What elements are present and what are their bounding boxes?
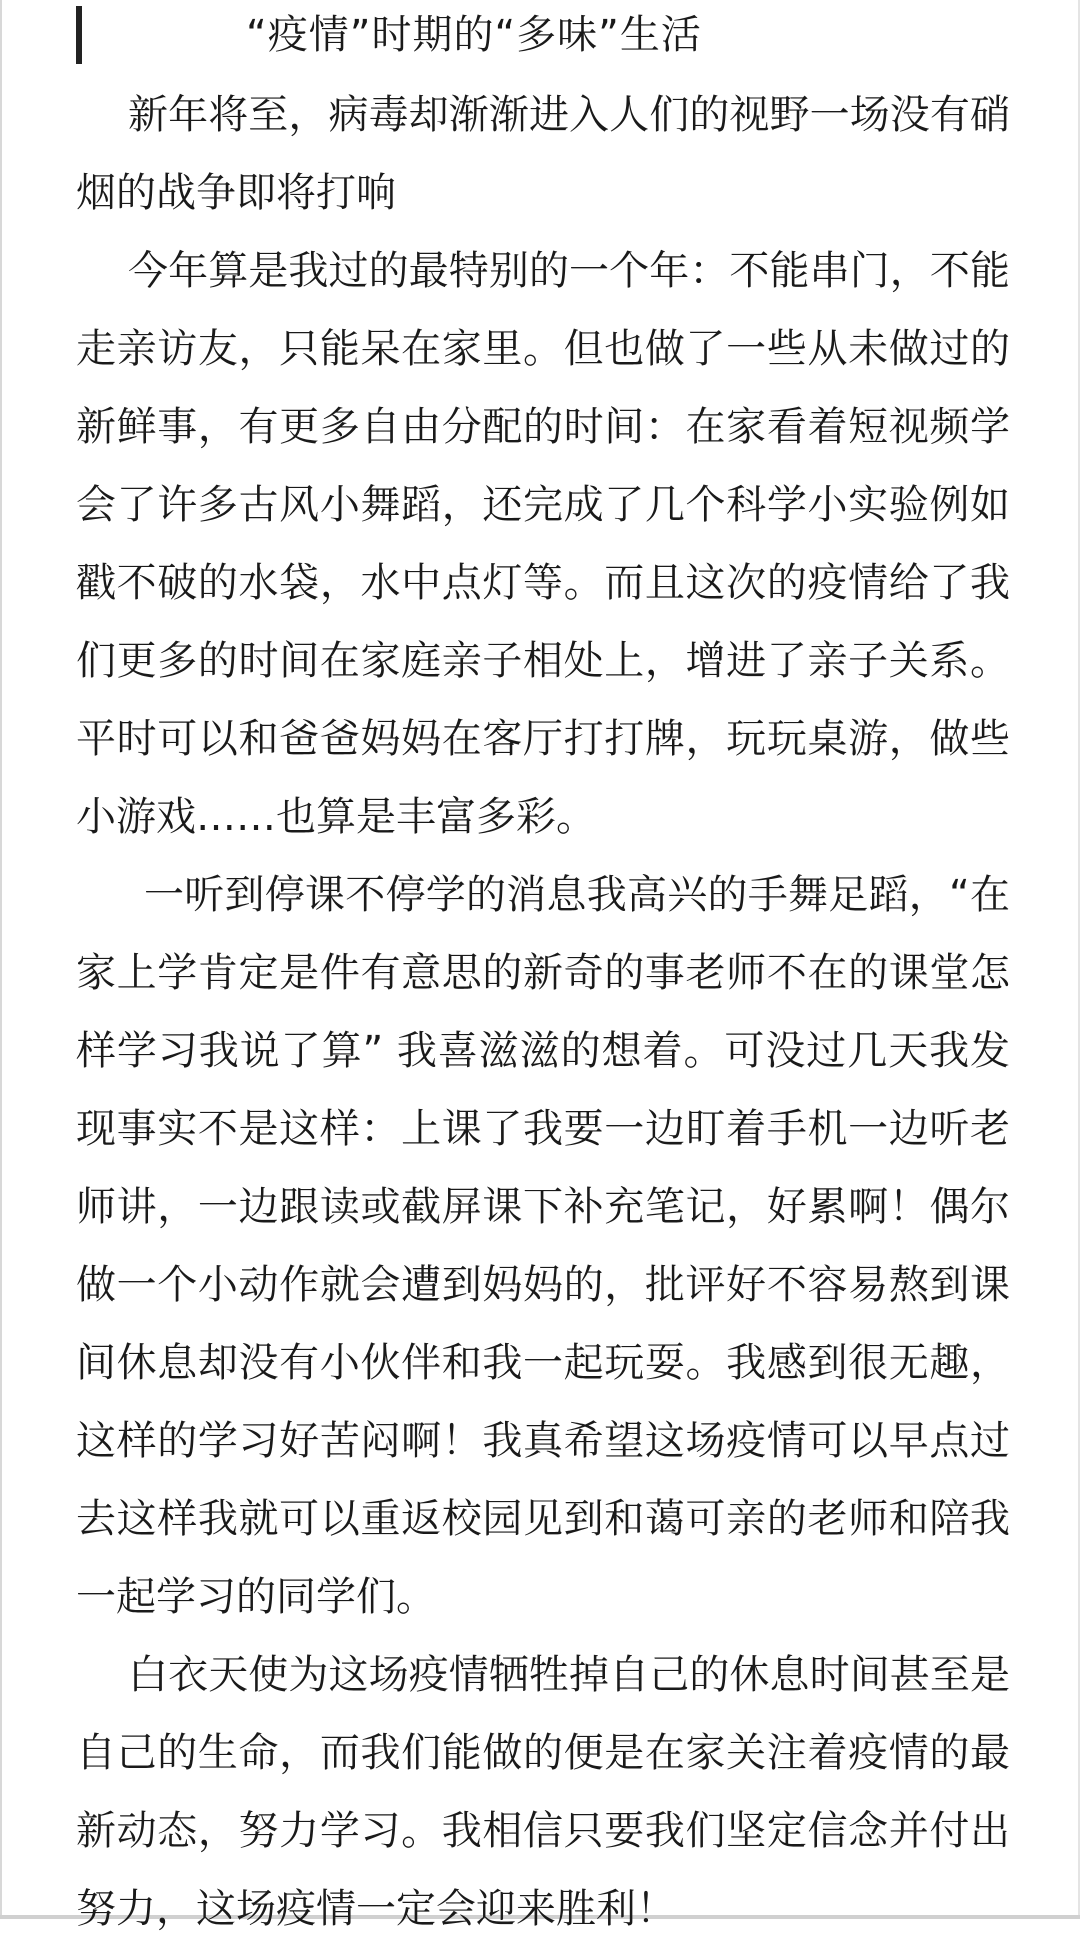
paragraph-2: 今年算是我过的最特别的一个年：不能串门，不能走亲访友，只能呆在家里。但也做了一些从未做过的新鲜事，有更多自由分配的时间：在家看着短视频学会了许多古风小舞蹈，还完成了几个科学小实验例如戳不破的水袋，水中点灯等。而且这次的疫情给了我们更多的时间在家庭亲子相处上，增进了亲子关系。平时可以和爸爸妈妈在客厅打打牌，玩玩桌游，做些小游戏……也算是丰富多彩。 [76,248,1010,840]
paragraph-4: 白衣天使为这场疫情牺牲掉自己的休息时间甚至是自己的生命，而我们能做的便是在家关注着疫情的最新动态，努力学习。我相信只要我们坚定信念并付出努力，这场疫情一定会迎来胜利！ [76,1652,1010,1932]
paragraph-3: 一听到停课不停学的消息我高兴的手舞足蹈，“在家上学肯定是件有意思的新奇的事老师不在的课堂怎样学习我说了算” 我喜滋滋的想着。可没过几天我发现事实不是这样：上课了我要一边盯着手机一边听老师讲，一边跟读或截屏课下补充笔记，好累啊！偶尔做一个小动作就会遭到妈妈的，批评好不容易熬到课间休息却没有小伙伴和我一起玩耍。我感到很无趣，这样的学习好苦闷啊！我真希望这场疫情可以早点过去这样我就可以重返校园见到和蔼可亲的老师和陪我一起学习的同学们。 [76,872,1010,1620]
page-left-border [0,0,2,1919]
page-title: “疫情”时期的“多味”生活 [246,12,702,58]
paragraph-1: 新年将至，病毒却渐渐进入人们的视野一场没有硝烟的战争即将打响 [76,92,1010,216]
document-body[interactable] [76,0,1010,1948]
